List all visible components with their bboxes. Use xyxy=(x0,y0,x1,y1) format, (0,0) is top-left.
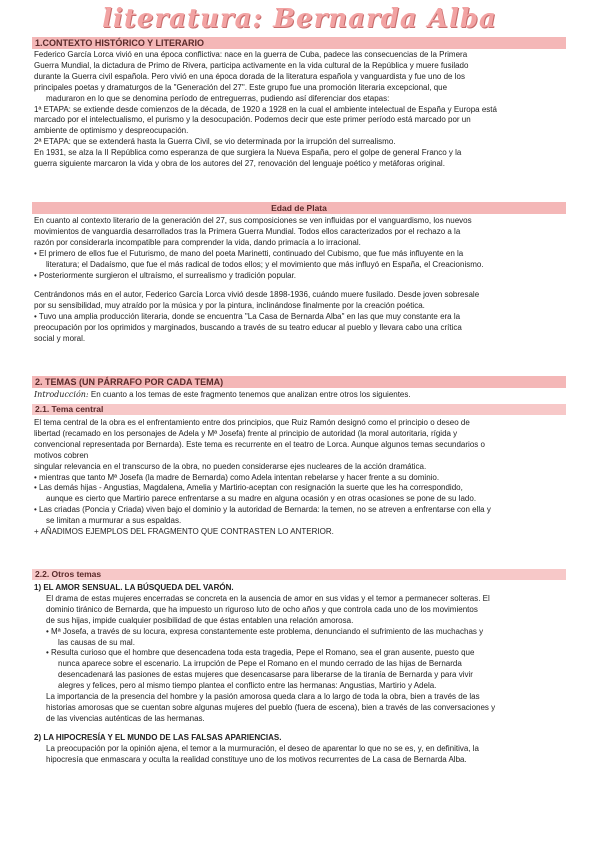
paragraph-line: durante la Guerra civil española. Pero vivió en una época dorada de la literatura española y vanguardista y fue uno de los xyxy=(34,71,465,81)
paragraph-line: maduraron en lo que se denomina período de entreguerras, pudiendo así diferenciar dos etapas: xyxy=(46,93,390,103)
paragraph-line: movimientos de vanguardia desarrollados tras la Primera Guerra Mundial. Todos ellos caracterizados por el rechazo a la xyxy=(34,226,461,236)
stage-1-line: marcado por el intelectualismo, el purismo y la desocupación. Podemos decir que este primer período está marcado por un xyxy=(34,115,471,125)
paragraph-line: El drama de estas mujeres encerradas se concreta en la ausencia de amor en sus vidas y el temor a permanecer solteras. El xyxy=(46,593,490,603)
bullet-line: se limitan a murmurar a sus espaldas. xyxy=(46,516,182,526)
bullet-line: • Las criadas (Poncia y Criada) viven bajo el dominio y la autoridad de Bernarda: la temen, no se atreven a enfrentarse con ella y xyxy=(34,505,491,515)
bullet-line: • mientras que tanto Mª Josefa (la madre de Bernarda) como Adela intentan rebelarse y hacer frente a su dominio. xyxy=(34,472,440,482)
bullet-line: social y moral. xyxy=(34,334,86,344)
bullet-line: • Resulta curioso que el hombre que desencadena toda esta tragedia, Pepe el Romano, sea el gran ausente, puesto que xyxy=(46,648,475,658)
bullet-line: las causas de su mal. xyxy=(58,637,135,647)
paragraph-line: La preocupación por la opinión ajena, el temor a la murmuración, el deseo de aparentar lo que no se es, y, en definitiva, la xyxy=(46,743,480,753)
topic-2-heading: 2) LA HIPOCRESÍA Y EL MUNDO DE LAS FALSAS APARIENCIAS. xyxy=(34,732,282,742)
bullet-line: aunque es cierto que Martirio parece enfrentarse a su madre en alguna ocasión y en otras ocasiones se pone de su lado. xyxy=(46,494,477,504)
stage-1-line: 1ª ETAPA: se extiende desde comienzos de la década, de 1920 a 1928 en la cual el ambiente intelectual de España y Europa está xyxy=(34,104,497,114)
paragraph-line: Centrándonos más en el autor, Federico García Lorca vivió desde 1898-1936, cuándo muere fusilado. Desde joven sobresale xyxy=(34,290,480,300)
paragraph-line: dominio tiránico de Bernarda, que ha impuesto un riguroso luto de ocho años y que controla cada uno de los movimientos xyxy=(46,604,478,614)
paragraph-line: libertad (recamado en los personajes de Adela y Mª Josefa) frente al principio de autoridad (la moral autoritaria, rígida y xyxy=(34,428,458,438)
bullet-line: desencadenará las pasiones de estas mujeres que desencasarse para liberarse de la tiranía de Bernarda y para vivir xyxy=(58,670,473,680)
paragraph-line: guerra siguiente marcaron la vida y obra de los autores del 27, renovación del lenguaje poético y metáforas original. xyxy=(34,159,445,169)
bullet-line: preocupación por los oprimidos y marginados, buscando a través de su teatro educar al pueblo y llevara cabo una crítica xyxy=(34,323,462,333)
paragraph-line: Federico García Lorca vivió en una época conflictiva: nace en la guerra de Cuba, padece las consecuencias de la Primera xyxy=(34,50,468,59)
section-1-body xyxy=(34,50,566,170)
subsection-2-1-body xyxy=(34,418,566,538)
bullet-line: nunca aparece sobre el escenario. La irrupción de Pepe el Romano en el mundo cerrado de las hijas de Bernarda xyxy=(58,659,462,669)
paragraph-line: La importancia de la presencia del hombre y la pasión amorosa queda clara a lo largo de toda la obra, bien a través de las xyxy=(46,692,480,702)
paragraph-line: convencional representada por Bernarda). Este tema es recurrente en el teatro de Lorca. Aunque algunos temas secundarios o xyxy=(34,439,485,449)
subsection-2-2-body xyxy=(34,583,566,766)
paragraph-line: hipocresía que enmascara y oculta la realidad constituye uno de los motivos recurrentes de La casa de Bernarda Alba. xyxy=(46,754,467,764)
spacer xyxy=(34,281,566,290)
paragraph-line: principales poetas y dramaturgos de la "Generación del 27". Este grupo fue una promoción literaria excepcional, que xyxy=(34,82,448,92)
paragraph-line: En 1931, se alza la II República como esperanza de que surgiera la Nueva España, pero el golpe de general Franco y la xyxy=(34,148,462,158)
paragraph-line: historias amorosas que se cuentan sobre algunas mujeres del pueblo (fuera de escena), bien a través de las conversaciones y xyxy=(46,702,496,712)
bullet-line: • Tuvo una amplia producción literaria, donde se encuentra "La Casa de Bernarda Alba" en las que muy constante era la xyxy=(34,312,461,322)
paragraph-line: singular relevancia en el transcurso de la obra, no pueden considerarse ejes nucleares de la acción dramática. xyxy=(34,461,427,471)
section-1-heading: 1.CONTEXTO HISTÓRICO Y LITERARIO xyxy=(32,37,566,49)
paragraph-line: de las vivencias auténticas de las hermanas. xyxy=(46,713,205,723)
bullet-line: • Mª Josefa, a través de su locura, expresa constantemente este problema, denunciando el sufrimiento de las muchachas y xyxy=(46,626,484,636)
subsection-2-1-heading: 2.1. Tema central xyxy=(32,404,566,415)
edad-de-plata-heading: Edad de Plata xyxy=(32,202,566,214)
paragraph-line: En cuanto al contexto literario de la generación del 27, sus composiciones se ven influidas por el vanguardismo, los nuevos xyxy=(34,216,472,225)
paragraph-line: El tema central de la obra es el enfrentamiento entre dos principios, que Ruiz Ramón designó como el principio o deseo de xyxy=(34,418,470,427)
stage-2-line: 2ª ETAPA: que se extenderá hasta la Guerra Civil, se vio determinada por la irrupción del surrealismo. xyxy=(34,137,396,147)
bullet-line: literatura; el Dadaísmo, que fue el más radical de todos ellos; y el movimiento que más influyó en España, el Creacionismo. xyxy=(46,259,484,269)
bullet-line: • El primero de ellos fue el Futurismo, de mano del poeta Marinetti, continuado del Cubismo, que fue más influyente en la xyxy=(34,248,464,258)
paragraph-line: razón por considerarla incompatible para comprender la vida, dando primacía a lo irracional. xyxy=(34,237,361,247)
paragraph-line: Guerra Mundial, la dictadura de Primo de Rivera, participa activamente en la vida cultural de la República y muere fusilado xyxy=(34,60,469,70)
bullet-line: • Las demás hijas - Angustias, Magdalena, Amelia y Martirio-aceptan con resignación la suerte que les ha correspondido, xyxy=(34,483,463,493)
paragraph-line: de sus hijas, impide cualquier posibilidad de que éstas entablen una relación amorosa. xyxy=(46,615,354,625)
bullet-line: • Posteriormente surgieron el ultraísmo, el surrealismo y tradición popular. xyxy=(34,270,297,280)
note-line: + AÑADIMOS EJEMPLOS DEL FRAGMENTO QUE CONTRASTEN LO ANTERIOR. xyxy=(34,527,334,537)
spacer xyxy=(34,725,566,733)
paragraph-line: por su sensibilidad, muy atraído por la música y por la pintura, inclinándose finalmente por la creación poética. xyxy=(34,301,425,311)
section-2-heading: 2. TEMAS (UN PÁRRAFO POR CADA TEMA) xyxy=(32,376,566,388)
edad-de-plata-body xyxy=(34,216,566,345)
introduction-line xyxy=(34,390,566,401)
introduction-text: En cuanto a los temas de este fragmento tenemos que analizan entre otros los siguientes. xyxy=(90,390,411,399)
topic-1-heading: 1) EL AMOR SENSUAL. LA BÚSQUEDA DEL VARÓN. xyxy=(34,583,234,592)
page-title: literatura: Bernarda Alba xyxy=(102,4,497,34)
stage-1-line: ambiente de optimismo y despreocupación. xyxy=(34,126,189,136)
paragraph-line: motivos cobren xyxy=(34,450,89,460)
bullet-line: alegres y felices, pero al mismo tiempo plantea el conflicto entre las hermanas: Angustias, Martirio y Adela. xyxy=(58,681,437,691)
introduction-label: Introducción: xyxy=(34,390,89,399)
subsection-2-2-heading: 2.2. Otros temas xyxy=(32,569,566,580)
